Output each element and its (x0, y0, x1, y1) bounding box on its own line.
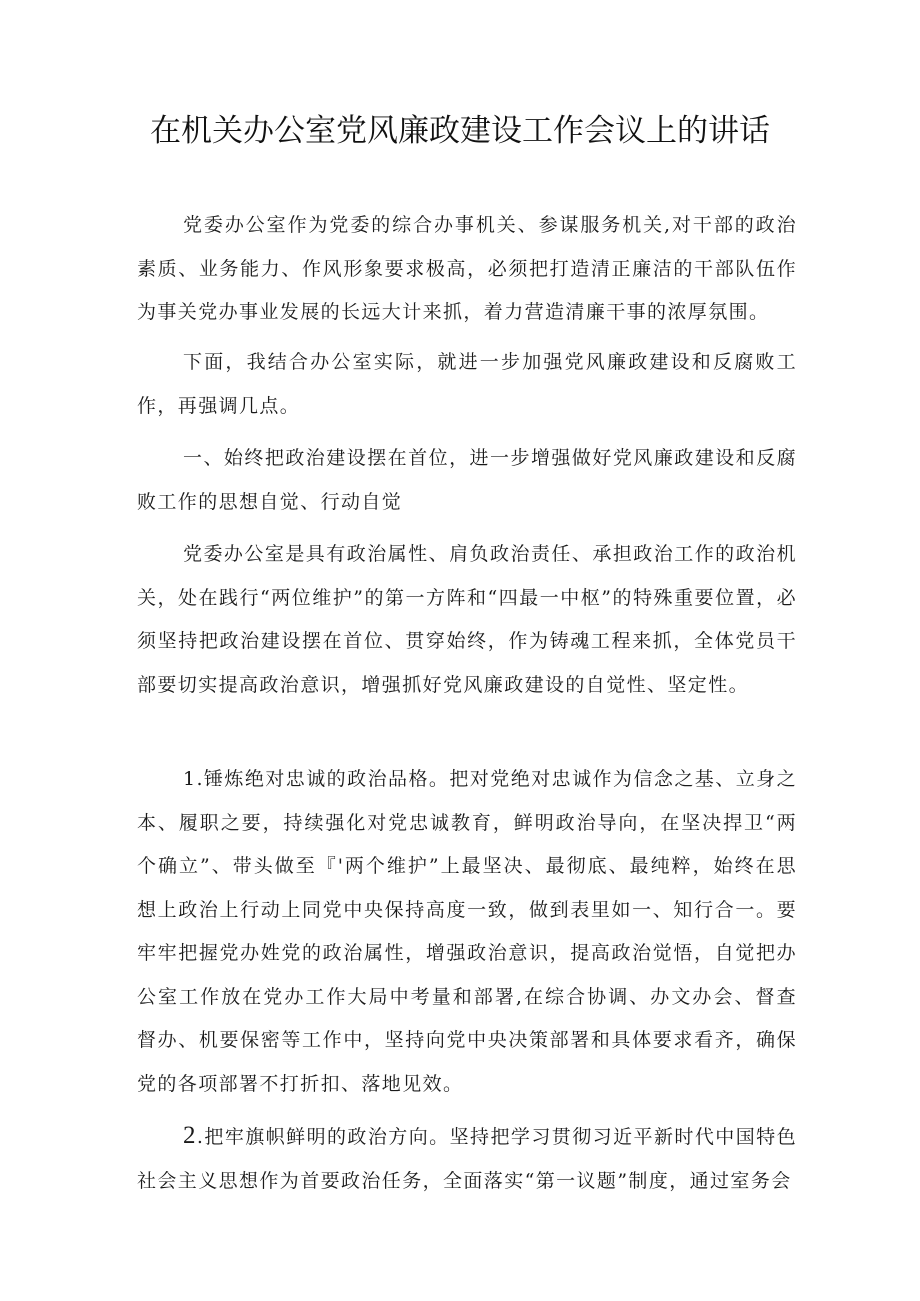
document-title: 在机关办公室党风廉政建设工作会议上的讲话 (150, 113, 770, 149)
paragraph-point-1: 1.锤炼绝对忠诚的政治品格。把对党绝对忠诚作为信念之基、立身之本、履职之要，持续强化对党忠诚教育，鲜明政治导向，在坚决捍卫“两个确立”、带头做至『'两个维护”上最坚决、最彻底、最纯粹，始终在思想上政治上行动上同党中央保持高度一致，做到表里如一、知行合一。要牢牢把握党办姓党的政治属性，增强政治意识，提高政治觉悟，自觉把办公室工作放在党办工作大局中考量和部署,在综合协调、办文办会、督查督办、机要保密等工作中，坚持向党中央决策部署和具体要求看齐，确保党的各项部署不打折扣、落地见效。 (137, 768, 797, 1095)
point-2-text: .把牢旗帜鲜明的政治方向。坚持把学习贯彻习近平新时代中国特色社会主义思想作为首要政治任务，全面落实“第一议题”制度，通过室务会 (137, 1126, 797, 1192)
paragraph-transition: 下面，我结合办公室实际，就进一步加强党风廉政建设和反腐败工作，再强调几点。 (137, 351, 797, 417)
paragraph-intro: 党委办公室作为党委的综合办事机关、参谋服务机关,对干部的政治素质、业务能力、作风形象要求极高，必须把打造清正廉洁的干部队伍作为事关党办事业发展的长远大计来抓，着力营造清廉干事的浓厚氛围。 (137, 214, 797, 323)
paragraph-section-1-body: 党委办公室是具有政治属性、肩负政治责任、承担政治工作的政治机关，处在践行“两位维护”的第一方阵和“四最一中枢”的特殊重要位置，必须坚持把政治建设摆在首位、贯穿始终，作为铸魂工程来抓，全体党员干部要切实提高政治意识，增强抓好党风廉政建设的自觉性、坚定性。 (137, 543, 797, 696)
paragraph-point-2 (137, 1114, 797, 1203)
section-heading-1: 一、始终把政治建设摆在首位，进一步增强做好党风廉政建设和反腐败工作的思想自觉、行动自觉 (137, 447, 797, 513)
point-2-number: 2 (183, 1122, 197, 1149)
